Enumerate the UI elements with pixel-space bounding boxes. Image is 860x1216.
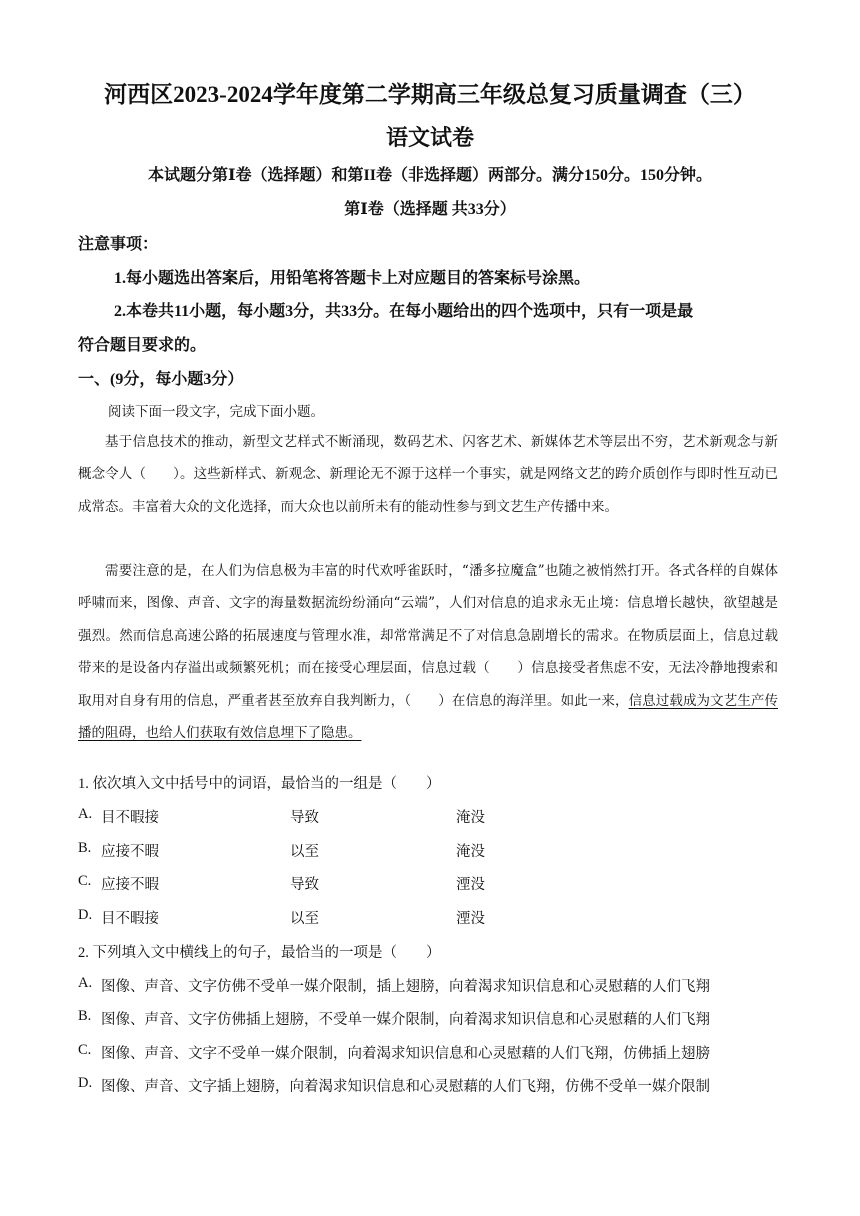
option-word-3: 湮没 — [456, 877, 485, 893]
notice-item-1: 1.每小题选出答案后，用铅笔将答题卡上对应题目的答案标号涂黑。 — [114, 270, 591, 287]
option-label: D. — [78, 1075, 93, 1091]
option-text: 图像、声音、文字仿佛不受单一媒介限制，插上翅膀，向着渴求知识信息和心灵慰藉的人们飞翔 — [101, 979, 710, 995]
option-word-3: 淹没 — [456, 844, 485, 860]
reading-instruction: 阅读下面一段文字，完成下面小题。 — [108, 404, 324, 420]
notice-item-2-continued: 符合题目要求的。 — [78, 337, 207, 354]
option-label: B. — [78, 1008, 92, 1024]
option-label: B. — [78, 840, 92, 856]
option-text: 图像、声音、文字仿佛插上翅膀，不受单一媒介限制，向着渴求知识信息和心灵慰藉的人们飞翔 — [101, 1012, 710, 1028]
option-word-2: 导致 — [290, 810, 319, 826]
option-label: C. — [78, 1042, 92, 1058]
option-label: D. — [78, 907, 93, 923]
option-word-3: 湮没 — [456, 911, 485, 927]
option-text: 图像、声音、文字不受单一媒介限制，向着渴求知识信息和心灵慰藉的人们飞翔，仿佛插上翅膀 — [101, 1046, 710, 1062]
exam-title: 河西区2023-2024学年度第二学期高三年级总复习质量调查（三） — [104, 82, 756, 107]
notice-heading: 注意事项： — [78, 236, 159, 253]
volume-heading: 第Ⅰ卷（选择题 共33分） — [344, 201, 516, 218]
question-1-stem: 1. 依次填入文中括号中的词语，最恰当的一组是（ ） — [78, 776, 441, 792]
option-label: A. — [78, 806, 93, 822]
option-word-2: 导致 — [290, 877, 319, 893]
question-2-stem: 2. 下列填入文中横线上的句子，最恰当的一项是（ ） — [78, 945, 441, 961]
passage-paragraph-1: 基于信息技术的推动，新型文艺样式不断涌现，数码艺术、闪客艺术、新媒体艺术等层出不穷，艺术新观念与新概念令人（ ）。这些新样式、新观念、新理论无不源于这样一个事实，就是网络文艺的跨介质创作与即时性互动已成常态。丰富着大众的文化选择，而大众也以前所未有的能动性参与到文艺生产传播中来。 — [78, 434, 778, 515]
section-heading: 一、(9分，每小题3分） — [78, 371, 244, 388]
passage-paragraph-2-text: 需要注意的是，在人们为信息极为丰富的时代欢呼雀跃时，“潘多拉魔盒”也随之被悄然打开。各式各样的自媒体呼啸而来，图像、声音、文字的海量数据流纷纷涌向“云端”，人们对信息的追求永无止境：信息增长越快，欲望越是强烈。然而信息高速公路的拓展速度与管理水准，却常常满足不了对信息急剧增长的需求。在物质层面上，信息过载带来的是设备内存溢出或频繁死机；而在接受心理层面，信息过载（ ）信息接受者焦虑不安，无法冷静地搜索和取用对自身有用的信息，严重者甚至放弃自我判断力，（ ）在信息的海洋里。如此一来， — [78, 563, 778, 709]
option-label: A. — [78, 975, 93, 991]
option-word-2: 以至 — [290, 911, 319, 927]
option-word-3: 淹没 — [456, 810, 485, 826]
option-word-2: 以至 — [290, 844, 319, 860]
option-label: C. — [78, 873, 92, 889]
option-word-1: 应接不暇 — [101, 844, 159, 860]
option-text: 图像、声音、文字插上翅膀，向着渴求知识信息和心灵慰藉的人们飞翔，仿佛不受单一媒介限制 — [101, 1079, 710, 1095]
passage-paragraph-2 — [78, 555, 778, 749]
option-word-1: 目不暇接 — [101, 810, 159, 826]
underlined-sentence: 信息过载成为文艺生产传播的阻碍，也给人们获取有效信息埋下了隐患。 — [78, 692, 779, 742]
notice-item-2: 2.本卷共11小题，每小题3分，共33分。在每小题给出的四个选项中，只有一项是最 — [114, 303, 694, 320]
exam-subtitle: 语文试卷 — [385, 125, 474, 150]
exam-intro: 本试题分第Ⅰ卷（选择题）和第II卷（非选择题）两部分。满分150分。150分钟。 — [148, 167, 712, 184]
option-word-1: 目不暇接 — [101, 911, 159, 927]
option-word-1: 应接不暇 — [101, 877, 159, 893]
